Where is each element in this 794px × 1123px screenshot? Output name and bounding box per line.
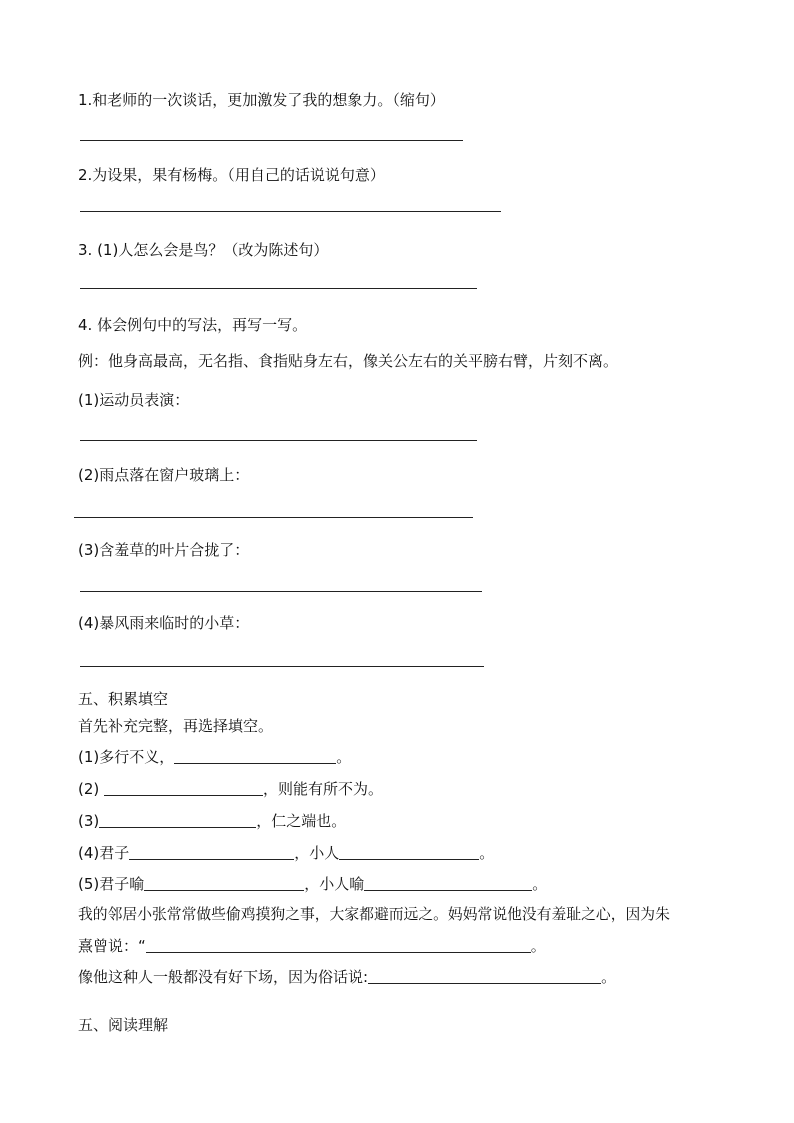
- fill-blank-2[interactable]: [104, 779, 263, 796]
- answer-line-3[interactable]: [80, 288, 477, 289]
- fill-blank-3[interactable]: [99, 811, 256, 828]
- paragraph-line-1: 我的邻居小张常常做些偷鸡摸狗之事，大家都避而远之。妈妈常说他没有羞耻之心，因为朱: [78, 906, 670, 923]
- fill-blank-4a[interactable]: [129, 843, 294, 860]
- question-4-item-3: (3)含羞草的叶片合拢了：: [78, 541, 250, 559]
- question-4-item-2: (2)雨点落在窗户玻璃上：: [78, 466, 250, 484]
- fill-blank-1[interactable]: [174, 747, 336, 764]
- fill-item-4-suffix: 。: [479, 844, 495, 862]
- fill-item-5-suffix: 。: [532, 875, 548, 893]
- paragraph-blank-1[interactable]: [146, 936, 531, 953]
- answer-line-2[interactable]: [80, 211, 501, 212]
- fill-item-3-suffix: ，仁之端也。: [256, 812, 347, 830]
- fill-item-3-prefix: (3): [78, 812, 100, 830]
- fill-item-1-suffix: 。: [336, 748, 352, 766]
- paragraph-line-2-prefix: 熹曾说：“: [78, 937, 146, 955]
- paragraph-line-3-suffix: 。: [601, 968, 617, 986]
- fill-item-5-mid: ，小人喻: [304, 875, 365, 893]
- question-4-text: 4. 体会例句中的写法，再写一写。: [78, 316, 308, 334]
- fill-item-2-prefix: (2): [78, 780, 105, 798]
- fill-blank-4b[interactable]: [339, 843, 479, 860]
- question-3-text: 3. (1)人怎么会是鸟？（改为陈述句）: [78, 241, 329, 259]
- fill-item-4: [78, 843, 494, 863]
- section-5-instruction: 首先补充完整，再选择填空。: [78, 717, 274, 735]
- fill-item-2-suffix: ，则能有所不为。: [263, 780, 384, 798]
- question-4-item-4: (4)暴风雨来临时的小草：: [78, 614, 250, 632]
- question-2-text: 2.为设果，果有杨梅。（用自己的话说说句意）: [78, 166, 385, 184]
- fill-item-5-prefix: (5)君子喻: [78, 875, 145, 893]
- fill-item-3: [78, 811, 346, 831]
- section-reading-title: 五、阅读理解: [78, 1016, 169, 1034]
- answer-line-1[interactable]: [80, 140, 463, 141]
- fill-blank-5a[interactable]: [144, 874, 304, 891]
- paragraph-line-2: [78, 936, 546, 956]
- fill-item-4-prefix: (4)君子: [78, 844, 130, 862]
- fill-item-1-prefix: (1)多行不义，: [78, 748, 175, 766]
- answer-line-4-4[interactable]: [80, 666, 484, 667]
- fill-item-2: [78, 779, 383, 799]
- question-1-text: 1.和老师的一次谈话，更加激发了我的想象力。（缩句）: [78, 91, 445, 109]
- fill-item-1: [78, 747, 351, 767]
- paragraph-line-2-suffix: 。: [530, 937, 546, 955]
- paragraph-blank-2[interactable]: [368, 967, 601, 984]
- paragraph-line-3: [78, 967, 616, 987]
- section-5-title: 五、积累填空: [78, 690, 169, 708]
- answer-line-4-1[interactable]: [80, 440, 477, 441]
- answer-line-4-3[interactable]: [80, 591, 482, 592]
- fill-item-5: [78, 874, 547, 894]
- answer-line-4-2[interactable]: [74, 517, 473, 518]
- paragraph-line-3-prefix: 像他这种人一般都没有好下场，因为俗话说:: [78, 968, 369, 986]
- fill-blank-5b[interactable]: [364, 874, 532, 891]
- question-4-item-1: (1)运动员表演：: [78, 391, 190, 409]
- question-4-example: 例：他身高最高，无名指、食指贴身左右，像关公左右的关平膀右臂，片刻不离。: [78, 352, 619, 370]
- fill-item-4-mid: ，小人: [294, 844, 340, 862]
